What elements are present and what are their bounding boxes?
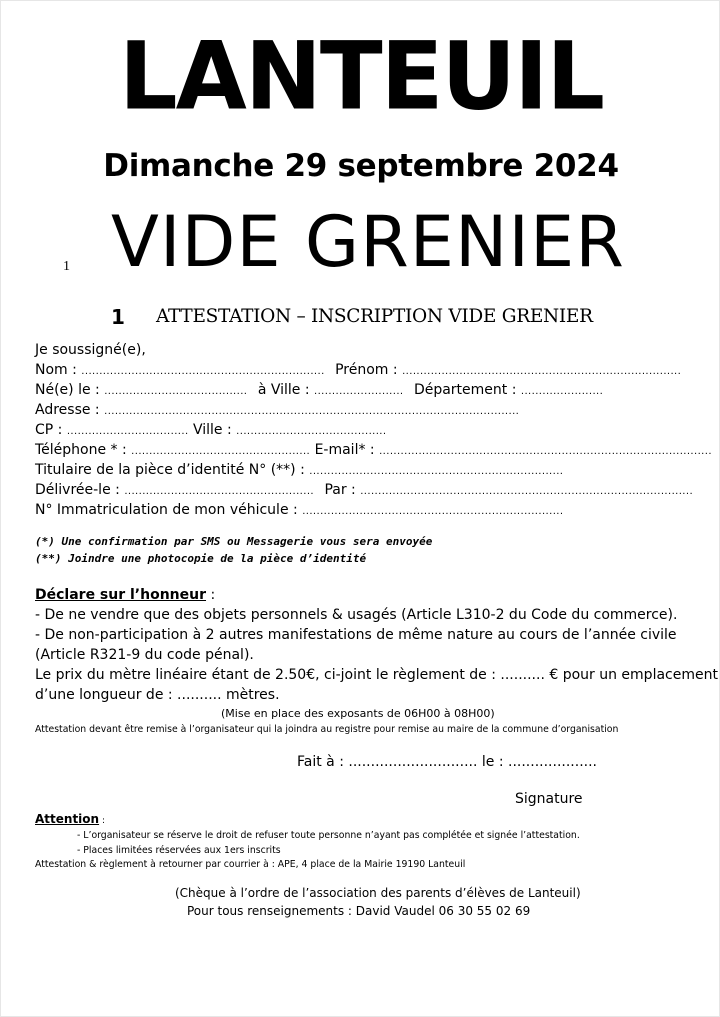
attention-colon: : bbox=[99, 816, 105, 826]
email-field[interactable]: ............................................................................................. bbox=[379, 446, 712, 457]
immatriculation-row bbox=[35, 500, 563, 522]
remise-note: Attestation devant être remise à l’organisateur qui la joindra au registre pour remise au maire de la commune d’organisation bbox=[35, 724, 619, 735]
ville-naissance-label: à Ville : bbox=[257, 382, 310, 398]
mise-en-place-note: (Mise en place des exposants de 06H00 à 08H00) bbox=[221, 707, 495, 720]
ville-field[interactable]: .......................................... bbox=[236, 426, 387, 437]
note-photocopie: (**) Joindre une photocopie de la pièce d’identité bbox=[35, 552, 367, 565]
naissance-field[interactable]: ........................................ bbox=[104, 386, 248, 397]
par-label: Par : bbox=[324, 482, 356, 498]
retour-note: Attestation & règlement à retourner par courrier à : APE, 4 place de la Mairie 19190 Lanteuil bbox=[35, 859, 466, 870]
telephone-row bbox=[35, 440, 712, 462]
town-title: LANTEUIL bbox=[119, 21, 603, 132]
form-title-number: 1 bbox=[111, 305, 125, 329]
ville-naissance-field[interactable]: ......................... bbox=[314, 386, 404, 397]
nom-label: Nom : bbox=[35, 362, 77, 378]
prenom-field[interactable]: .............................................................................. bbox=[402, 366, 682, 377]
cheque-note: (Chèque à l’ordre de l’association des parents d’élèves de Lanteuil) bbox=[175, 886, 581, 900]
form-title: ATTESTATION – INSCRIPTION VIDE GRENIER bbox=[156, 306, 593, 327]
nom-field[interactable]: .................................................................... bbox=[81, 366, 325, 377]
fait-a-line: Fait à : ............................. le : .................... bbox=[297, 754, 598, 770]
attention-item-2: - Places limitées réservées aux 1ers inscrits bbox=[77, 845, 281, 856]
immatriculation-label: N° Immatriculation de mon véhicule : bbox=[35, 502, 298, 518]
list-number-left: 1 bbox=[63, 259, 70, 274]
adresse-row bbox=[35, 400, 519, 422]
attention-heading-text: Attention bbox=[35, 812, 100, 826]
delivree-label: Délivrée-le : bbox=[35, 482, 120, 498]
cp-row bbox=[35, 420, 386, 442]
declaration-item-1: - De ne vendre que des objets personnels & usagés (Article L310-2 du Code du commerce). bbox=[35, 607, 678, 623]
prix-line-1: Le prix du mètre linéaire étant de 2.50€, ci-joint le règlement de : .......... € pour un emplacement bbox=[35, 667, 718, 683]
event-title: VIDE GRENIER bbox=[111, 201, 625, 283]
declaration-item-2a: - De non-participation à 2 autres manifestations de même nature au cours de l’année civile bbox=[35, 627, 677, 643]
prix-line-2: d’une longueur de : .......... mètres. bbox=[35, 687, 280, 703]
attention-item-1: - L’organisateur se réserve le droit de refuser toute personne n’ayant pas complétée et signée l’attestation. bbox=[77, 830, 580, 841]
naissance-row bbox=[35, 380, 603, 402]
piece-identite-label: Titulaire de la pièce d’identité N° (**) : bbox=[35, 462, 305, 478]
email-label: E-mail* : bbox=[314, 442, 375, 458]
delivree-field[interactable]: ..................................................... bbox=[124, 486, 314, 497]
declaration-heading-text: Déclare sur l’honneur bbox=[35, 587, 207, 603]
cp-label: CP : bbox=[35, 422, 63, 438]
adresse-label: Adresse : bbox=[35, 402, 100, 418]
nom-row bbox=[35, 360, 681, 382]
declaration-heading-colon: : bbox=[206, 587, 216, 603]
departement-label: Département : bbox=[413, 382, 517, 398]
piece-identite-field[interactable]: ....................................................................... bbox=[309, 466, 564, 477]
declaration-heading bbox=[35, 585, 215, 605]
prenom-label: Prénom : bbox=[335, 362, 398, 378]
note-sms: (*) Une confirmation par SMS ou Messagerie vous sera envoyée bbox=[35, 535, 433, 548]
adresse-field[interactable]: .................................................................................................................... bbox=[104, 406, 520, 417]
telephone-field[interactable]: .................................................. bbox=[131, 446, 311, 457]
attention-heading bbox=[35, 812, 105, 826]
naissance-label: Né(e) le : bbox=[35, 382, 100, 398]
departement-field[interactable]: ....................... bbox=[520, 386, 604, 397]
piece-identite-row bbox=[35, 460, 563, 482]
signature-label: Signature bbox=[515, 791, 583, 807]
immatriculation-field[interactable]: ......................................................................... bbox=[302, 506, 564, 517]
ville-label: Ville : bbox=[192, 422, 232, 438]
delivree-row bbox=[35, 480, 693, 502]
event-date: Dimanche 29 septembre 2024 bbox=[103, 148, 619, 184]
contact-note: Pour tous renseignements : David Vaudel 06 30 55 02 69 bbox=[187, 904, 531, 918]
soussigne-line: Je soussigné(e), bbox=[35, 342, 146, 358]
par-field[interactable]: ............................................................................................. bbox=[360, 486, 694, 497]
cp-field[interactable]: .................................. bbox=[66, 426, 189, 437]
declaration-item-2b: (Article R321-9 du code pénal). bbox=[35, 647, 254, 663]
telephone-label: Téléphone * : bbox=[35, 442, 127, 458]
